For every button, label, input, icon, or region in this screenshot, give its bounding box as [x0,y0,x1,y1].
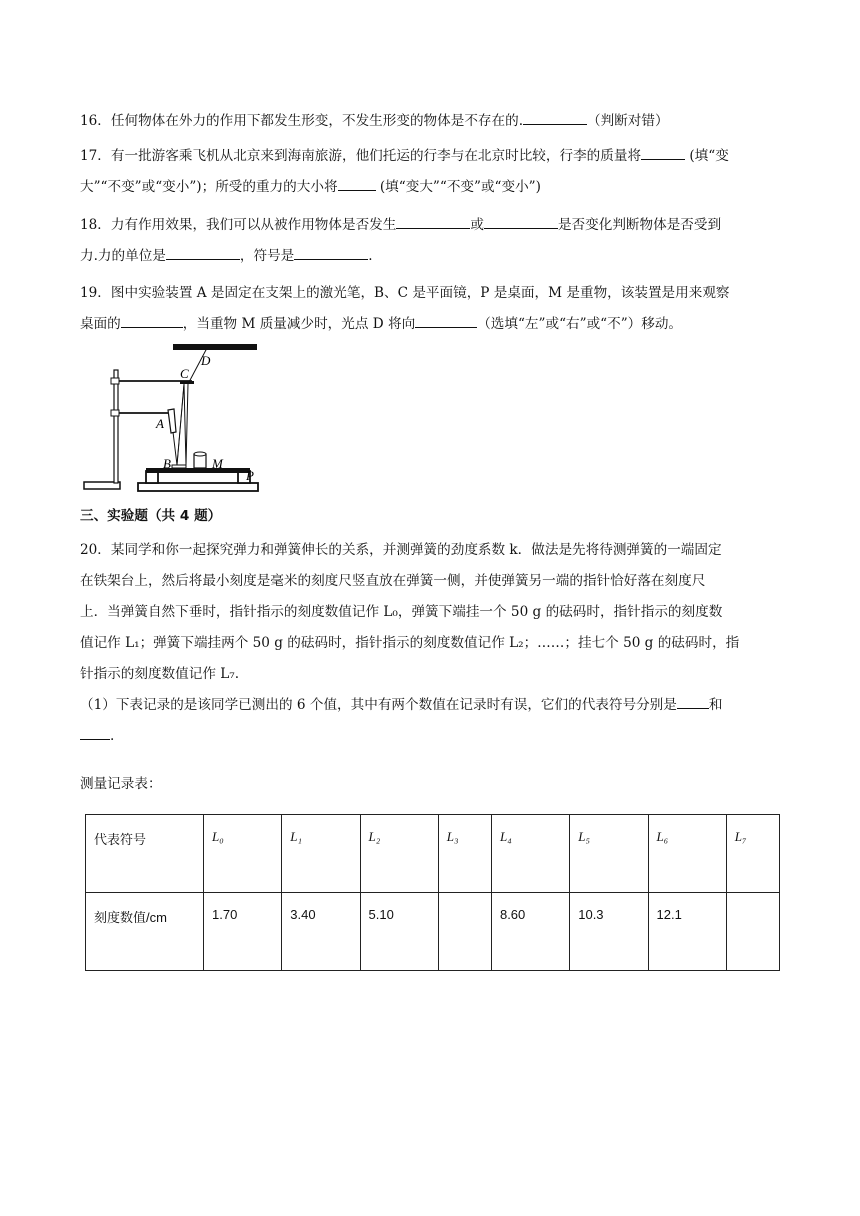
apparatus-figure [80,340,270,500]
table-cell-symbol: L₆ [648,815,726,893]
q16-text: 16．任何物体在外力的作用下都发生形变，不发生形变的物体是不存在的. [80,113,524,129]
label-c: C [180,366,189,381]
q18-blank-unit[interactable] [166,246,240,260]
measurement-table [85,814,780,971]
label-m: M [212,456,223,471]
table-cell-symbol: L₁ [282,815,360,893]
q18-line2b: ，符号是 [239,248,295,264]
lower-clamp [111,410,119,416]
table-caption: 测量记录表： [80,776,162,792]
table-cell-value: 8.60 [491,893,569,971]
ceiling-bar [173,344,257,350]
q17-line2b: (填“变大”“不变”或“变小”) [375,179,541,195]
question-17 [80,141,785,203]
table-cell-symbol: L₃ [438,815,491,893]
stand-pole [114,370,118,483]
q20-line4: 值记作 L₁；弹簧下端挂两个 50 g 的砝码时，指针指示的刻度数值记作 L₂；……；挂七个 50 g 的砝码时，指 [80,635,740,651]
q17-line1b: (填“变 [685,148,729,164]
question-19 [80,278,785,340]
table-row-values [86,893,780,971]
table-top [138,483,258,491]
table-board [146,468,250,473]
label-d: D [201,353,211,368]
q18-line1c: 是否变化判断物体是否受到 [557,217,722,233]
q18-line1b: 或 [470,217,484,233]
q20-line2: 在铁架台上，然后将最小刻度是毫米的刻度尺竖直放在弹簧一侧，并使弹簧另一端的指针恰好落在刻度尺 [80,573,706,589]
q19-line2c: （选填“左”或“右”或“不”）移动。 [477,316,683,332]
mirror-b [172,465,186,468]
q20-line3: 上．当弹簧自然下垂时，指针指示的刻度数值记作 L₀，弹簧下端挂一个 50 g 的砝码时，指针指示的刻度数 [80,604,723,620]
q17-line2a: 大”“不变”或“变小”)；所受的重力的大小将 [80,179,338,195]
q16-blank[interactable] [523,111,587,125]
q20-line1: 20．某同学和你一起探究弹力和弹簧伸长的关系，并测弹簧的劲度系数 k．做法是先将待测弹簧的一端固定 [80,542,722,558]
table-cell-symbol: L₂ [360,815,438,893]
apparatus-diagram [80,340,270,500]
q17-blank-gravity[interactable] [338,177,376,191]
table-cell-value: 12.1 [648,893,726,971]
label-b: B [163,456,171,471]
q20-line5: 针指示的刻度数值记作 L₇. [80,666,240,682]
table-cell-value: 1.70 [204,893,282,971]
q20-blank-1[interactable] [677,695,709,709]
q19-line1: 19．图中实验装置 A 是固定在支架上的激光笔，B、C 是平面镜，P 是桌面，M 是重物，该装置是用来观察 [80,285,730,301]
table-cell-symbol: L₇ [726,815,779,893]
q18-blank-2[interactable] [484,215,558,229]
table-cell-symbol: L₀ [204,815,282,893]
q18-line1a: 18．力有作用效果，我们可以从被作用物体是否发生 [80,217,397,233]
q19-line2a: 桌面的 [80,316,121,332]
question-18 [80,210,785,272]
question-16 [80,106,785,137]
table-cell-value[interactable] [726,893,779,971]
table-header-symbol: 代表符号 [86,815,204,893]
q20-sub1c: . [110,728,115,744]
q20-sub1b: 和 [708,697,723,713]
q19-blank-2[interactable] [415,314,477,328]
q20-sub1a: （1）下表记录的是该同学已测出的 6 个值，其中有两个数值在记录时有误，它们的代表符号分别是 [80,697,677,713]
q18-line2c: . [368,248,373,264]
q18-line2a: 力.力的单位是 [80,248,166,264]
q16-hint: （判断对错） [587,113,669,129]
label-p: P [246,468,254,483]
question-20 [80,535,785,752]
table-cell-value: 3.40 [282,893,360,971]
q17-blank-mass[interactable] [641,146,685,160]
q20-blank-2[interactable] [80,726,110,740]
table-cell-symbol: L₄ [491,815,569,893]
table-header-value: 刻度数值/cm [86,893,204,971]
q19-line2b: ，当重物 M 质量减少时，光点 D 将向 [182,316,416,332]
mirror-c [180,381,194,384]
table-cell-value: 5.10 [360,893,438,971]
table-cell-value[interactable] [438,893,491,971]
label-a: A [156,416,164,431]
q17-line1a: 17．有一批游客乘飞机从北京来到海南旅游，他们托运的行李与在北京时比较，行李的质量将 [80,148,642,164]
upper-clamp [111,378,119,384]
table-cell-symbol: L₅ [570,815,648,893]
q18-blank-1[interactable] [396,215,470,229]
table-row-symbols [86,815,780,893]
q19-blank-1[interactable] [121,314,183,328]
section-heading: 三、实验题（共 4 题） [80,508,222,524]
table-cell-value: 10.3 [570,893,648,971]
laser-pen [168,409,176,433]
q18-blank-symbol[interactable] [294,246,368,260]
